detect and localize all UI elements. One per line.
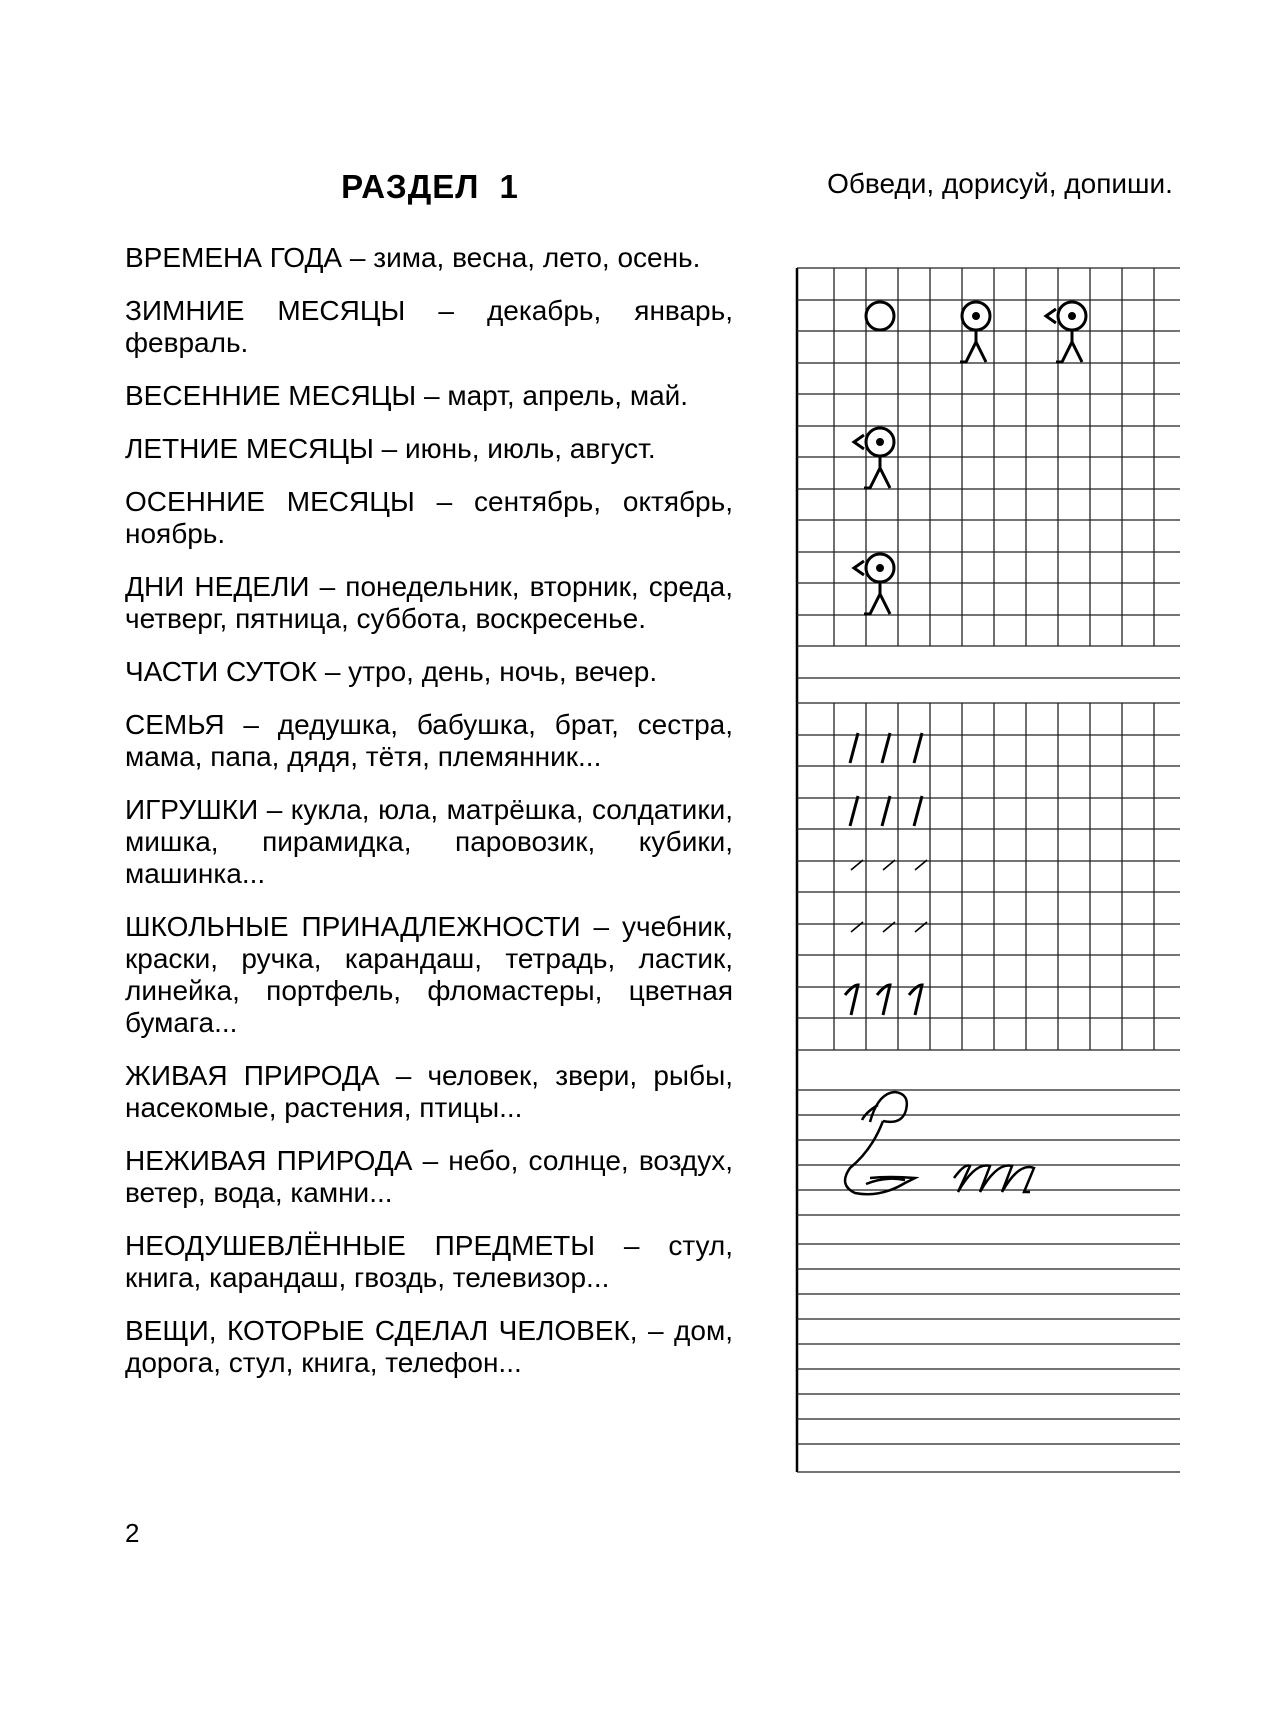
- cursive-loops-icon: [954, 1166, 1034, 1193]
- section-title: РАЗДЕЛ 1: [341, 168, 519, 205]
- entry-text: – учебник, краски, ручка, карандаш, тетрадь, ластик, линейка, портфель, фломастеры, цветная бумага...: [125, 911, 733, 1038]
- entry-text: – понедельник, вторник, среда, четверг, пятница, суббота, воскресенье.: [125, 571, 733, 634]
- entry-term: ВЕСЕННИЕ МЕСЯЦЫ: [125, 380, 417, 411]
- entry-text: – утро, день, ночь, вечер.: [317, 656, 658, 687]
- entry-text: – кукла, юла, матрёшка, солдатики, мишка, пирамидка, паровозик, кубики, машинка...: [125, 794, 733, 889]
- entry-term: ЛЕТНИЕ МЕСЯЦЫ: [125, 433, 374, 464]
- entry-text: – зима, весна, лето, осень.: [342, 242, 701, 273]
- stick-figure-icon: [854, 428, 894, 488]
- hook-stroke-icon: [845, 985, 922, 1015]
- entry-term: ДНИ НЕДЕЛИ: [125, 571, 310, 602]
- entry-term: ЖИВАЯ ПРИРОДА: [125, 1060, 380, 1091]
- slash-stroke-icon: [850, 796, 922, 826]
- slash-stroke-icon: [850, 733, 922, 763]
- slash-stroke-icon: [851, 860, 927, 932]
- entry-term: ВРЕМЕНА ГОДА: [125, 242, 343, 273]
- entry-term: ШКОЛЬНЫЕ ПРИНАДЛЕЖНОСТИ: [125, 911, 581, 942]
- ruled-lines: [797, 1090, 1180, 1472]
- stick-figure-icon: [1046, 302, 1086, 362]
- entry-term: СЕМЬЯ: [125, 709, 225, 740]
- entry-text: – стул, книга, карандаш, гвоздь, телевизор...: [125, 1230, 733, 1293]
- entry-term: НЕОДУШЕВЛЁННЫЕ ПРЕДМЕТЫ: [125, 1230, 596, 1261]
- entry-text: – человек, звери, рыбы, насекомые, растения, птицы...: [125, 1060, 733, 1123]
- page-number: 2: [125, 1518, 140, 1548]
- grid-cells-top: [797, 268, 1180, 678]
- swan-drawing-icon: [845, 1092, 915, 1194]
- entry-text: – март, апрель, май.: [416, 380, 689, 411]
- entry-text: – сентябрь, октябрь, ноябрь.: [125, 486, 733, 549]
- worksheet-instruction: Обведи, дорисуй, допиши.: [827, 168, 1173, 199]
- entry-text: – декабрь, январь, февраль.: [125, 295, 733, 358]
- entry-term: ИГРУШКИ: [125, 794, 259, 825]
- entry-term: ЗИМНИЕ МЕСЯЦЫ: [125, 295, 406, 326]
- entry-term: ОСЕННИЕ МЕСЯЦЫ: [125, 486, 415, 517]
- entry-text: – июнь, июль, август.: [373, 433, 656, 464]
- entry-term: ЧАСТИ СУТОК: [125, 656, 318, 687]
- entry-term: ВЕЩИ, КОТОРЫЕ СДЕЛАЛ ЧЕЛОВЕК,: [125, 1315, 638, 1346]
- entry-text: – небо, солнце, воздух, ветер, вода, камни...: [125, 1145, 733, 1208]
- entry-term: НЕЖИВАЯ ПРИРОДА: [125, 1145, 413, 1176]
- stick-figure-icon: [854, 554, 894, 614]
- entry-text: – дом, дорога, стул, книга, телефон...: [125, 1315, 733, 1378]
- stick-figure-icon: [866, 302, 894, 330]
- stick-figure-icon: [960, 302, 990, 362]
- entry-text: – дедушка, бабушка, брат, сестра, мама, папа, дядя, тётя, племянник...: [125, 709, 733, 772]
